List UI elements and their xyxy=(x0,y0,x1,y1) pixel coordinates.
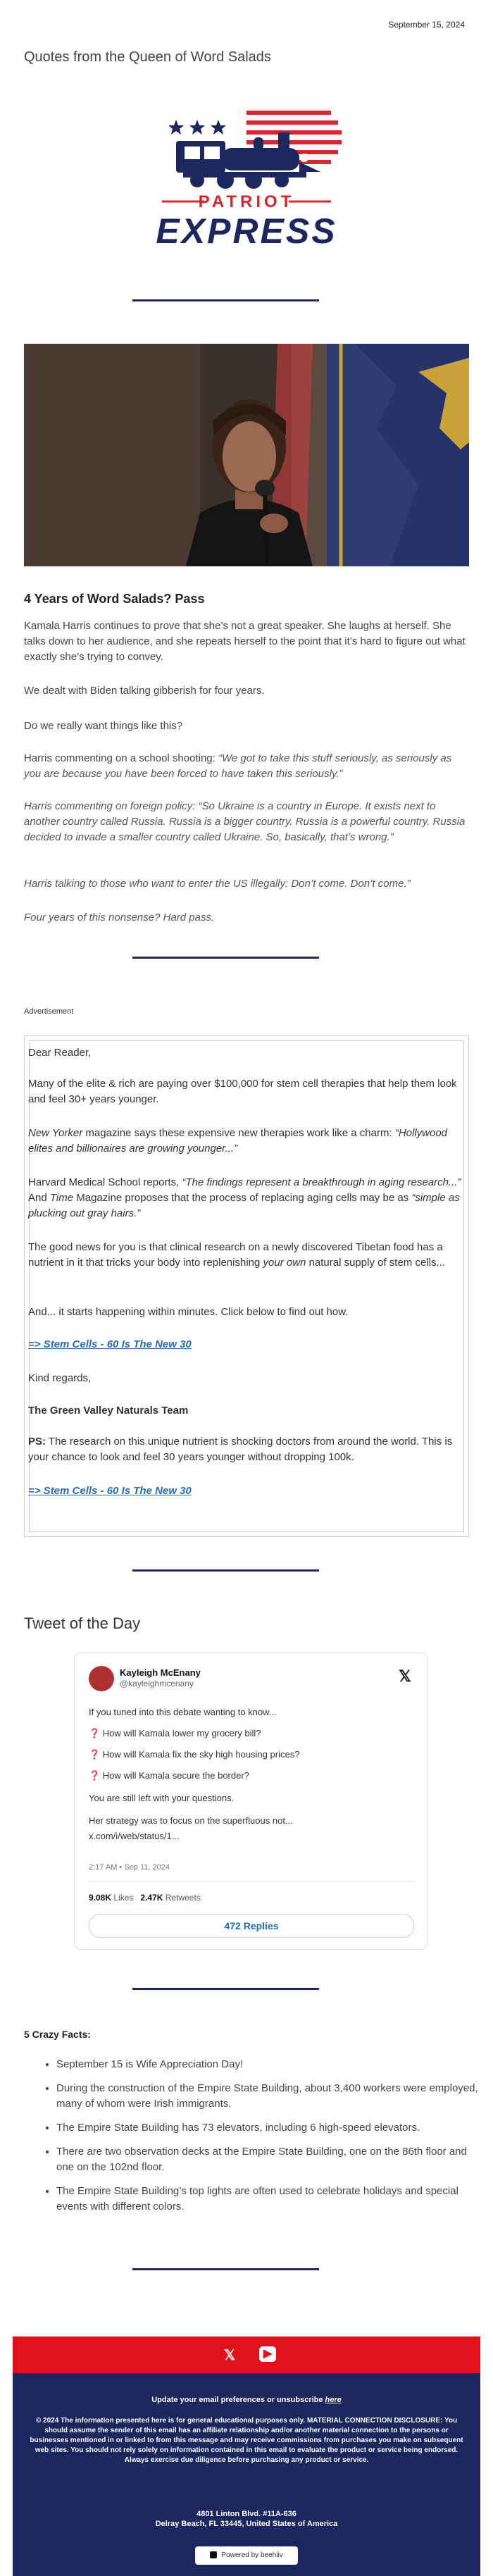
ad-paragraph xyxy=(28,1175,465,1221)
ad-paragraph: And... it starts happening within minutes. Click below to find out how. xyxy=(28,1306,349,1318)
ad-text: Magazine proposes that the process of replacing aging cells may be as xyxy=(73,1192,412,1204)
disclosure-text: © 2024 The information presented here is for general educational purposes only. MATERIAL CONNECTION DISCLOSURE: You should assume the sender of this email has an affiliate relationship and/or another material connection to the persons or businesses mentioned in or linked to from this message and may receive commissions from purchases you make on subsequent web sites. You should not rely solely on information contained in this email to evaluate the product or service being endorsed. Always exercise due diligence before purchasing any product or service. xyxy=(30,2417,463,2464)
tweet-question: ❓ How will Kamala secure the border? xyxy=(89,1770,249,1781)
ad-signature: The Green Valley Naturals Team xyxy=(28,1405,189,1417)
replies-button[interactable]: 472 Replies xyxy=(89,1914,414,1938)
beehiiv-icon xyxy=(210,2551,217,2558)
ad-text: magazine says these expensive new therapies work like a charm: xyxy=(82,1127,395,1139)
patriot-express-logo[interactable] xyxy=(141,99,352,261)
tweet-separator xyxy=(89,1881,413,1882)
tweet-timestamp[interactable]: 2:17 AM • Sep 11, 2024 xyxy=(89,1863,170,1872)
section-divider xyxy=(132,299,319,301)
list-item: • During the construction of the Empire State Building, about 3,400 workers were employed, many of whom were Irish immigrants. xyxy=(56,2081,479,2112)
tweet-author-name[interactable]: Kayleigh McEnany xyxy=(120,1667,201,1678)
tweet-card[interactable] xyxy=(74,1653,428,1950)
ad-postscript xyxy=(28,1434,465,1465)
tweet-heading: Tweet of the Day xyxy=(24,1614,141,1632)
ad-paragraph xyxy=(28,1126,465,1157)
ad-quote: “simple as plucking out gray hairs.” xyxy=(28,1192,460,1219)
ad-quote: “The findings represent a breakthrough in aging research...” xyxy=(182,1176,461,1188)
section-divider xyxy=(132,1569,319,1572)
powered-by-text: Powered by beehiiv xyxy=(221,2551,283,2559)
tweet-text-line: You are still left with your questions. xyxy=(89,1793,235,1803)
hero-image[interactable] xyxy=(24,344,469,566)
preferences-text: Update your email preferences or unsubscribe xyxy=(151,2396,325,2404)
ad-greeting: Dear Reader, xyxy=(28,1047,92,1059)
ps-text: The research on this unique nutrient is shocking doctors from around the world. This is your chance to look and feel 30 years younger without dropping 100k. xyxy=(28,1436,453,1463)
section-divider xyxy=(132,1988,319,1990)
publication-name: New Yorker xyxy=(28,1127,83,1139)
ad-text: natural supply of stem cells... xyxy=(306,1257,445,1269)
ad-quote: “Hollywood elites and billionaires are growing younger...” xyxy=(28,1127,448,1155)
ad-link-stem-cells[interactable]: => Stem Cells - 60 Is The New 30 xyxy=(28,1338,192,1350)
ad-regards: Kind regards, xyxy=(28,1372,92,1384)
tweet-text-line: If you tuned into this debate wanting to know... xyxy=(89,1707,277,1717)
list-item: • The Empire State Building’s top lights are often used to celebrate holidays and special events with different colors. xyxy=(56,2184,479,2215)
section-divider xyxy=(132,2268,319,2270)
address-line-1: 4801 Linton Blvd. #11A-636 xyxy=(196,2510,297,2518)
publication-name: Time xyxy=(49,1192,74,1204)
article-quote-school xyxy=(24,751,469,782)
ps-label: PS: xyxy=(28,1436,46,1448)
page-title: Quotes from the Queen of Word Salads xyxy=(24,49,271,65)
article-quote-foreign xyxy=(24,799,469,845)
logo-graphic xyxy=(141,99,352,261)
hero-photo xyxy=(24,344,469,566)
ad-text: And xyxy=(28,1192,50,1204)
powered-by-beehiiv-button[interactable] xyxy=(195,2546,298,2565)
ad-paragraph xyxy=(28,1240,465,1271)
tweet-author-handle[interactable]: @kayleighmcenany xyxy=(120,1679,194,1688)
footer-social-bar xyxy=(13,2337,480,2373)
ad-emphasis: your own xyxy=(263,1257,306,1269)
article-paragraph: Kamala Harris continues to prove that she’s not a great speaker. She laughs at herself. She talks down to her audience, and she repeats herself to the point that it’s hard to figure out what exactly she’s trying to convey. xyxy=(24,620,466,663)
logo-text-patriot: PATRIOT xyxy=(198,192,295,211)
tweet-question: ❓ How will Kamala lower my grocery bill? xyxy=(89,1728,261,1738)
quote-text: Harris commenting on foreign policy: “So Ukraine is a country in Europe. It exists next to another country called Russia. Russia is a bigger country. Russia is a powerful country. Russia decided to invade a smaller country called Ukraine. So, basically, that’s wrong.” xyxy=(24,800,466,843)
avatar[interactable] xyxy=(89,1666,114,1691)
youtube-icon[interactable]: ▶ xyxy=(259,2346,276,2362)
ad-text: Harvard Medical School reports, xyxy=(28,1176,182,1188)
article-paragraph: We dealt with Biden talking gibberish for four years. xyxy=(24,685,265,697)
quote-text: Harris talking to those who want to enter the US illegally: Don’t come. Don’t come.” xyxy=(24,878,411,890)
tweet-text-line: Her strategy was to focus on the superfluous not... xyxy=(89,1815,293,1826)
tweet-stats xyxy=(89,1893,201,1903)
ad-paragraph: Many of the elite & rich are paying over $100,000 for stem cell therapies that help them look and feel 30+ years younger. xyxy=(28,1078,457,1105)
list-item: • There are two observation decks at the Empire State Building, one on the 86th floor and one on the 102nd floor. xyxy=(56,2144,479,2175)
retweets-label: Retweets xyxy=(163,1893,201,1903)
facts-list xyxy=(42,2057,479,2223)
likes-count: 9.08K xyxy=(89,1893,112,1903)
section-divider xyxy=(132,957,319,959)
tweet-link[interactable]: x.com/i/web/status/1... xyxy=(89,1831,180,1841)
closing-text: Four years of this nonsense? Hard pass. xyxy=(24,911,215,923)
article-title: 4 Years of Word Salads? Pass xyxy=(24,592,205,606)
likes-label: Likes xyxy=(111,1893,134,1903)
address-line-2: Delray Beach, FL 33445, United States of America xyxy=(155,2520,338,2528)
list-item: • The Empire State Building has 73 elevators, including 6 high-speed elevators. xyxy=(56,2120,479,2136)
ad-link-stem-cells-2[interactable]: => Stem Cells - 60 Is The New 30 xyxy=(28,1485,192,1497)
list-item: • September 15 is Wife Appreciation Day! xyxy=(56,2057,479,2072)
logo-text-express: EXPRESS xyxy=(156,211,337,251)
x-logo-icon[interactable]: 𝕏 xyxy=(399,1667,411,1685)
article-closing xyxy=(24,910,469,926)
unsubscribe-link[interactable]: here xyxy=(325,2396,342,2404)
article-quote-border xyxy=(24,876,469,892)
ad-text: The good news for you is that clinical research on a newly discovered Tibetan food has a nutrient in it that tricks your body into replenishing xyxy=(28,1241,443,1269)
email-preferences xyxy=(28,2395,465,2406)
tweet-question: ❓ How will Kamala fix the sky high housing prices? xyxy=(89,1749,300,1760)
x-social-icon[interactable]: 𝕏 xyxy=(224,2348,236,2363)
advertisement-label: Advertisement xyxy=(24,1007,74,1016)
retweets-count: 2.47K xyxy=(140,1893,163,1903)
issue-date: September 15, 2024 xyxy=(388,20,465,30)
quote-text: “We got to take this stuff seriously, as seriously as you are because you have been forced to have taken this seriously.” xyxy=(24,752,452,780)
quote-lead: Harris commenting on a school shooting: xyxy=(24,752,218,764)
article-paragraph: Do we really want things like this? xyxy=(24,720,183,732)
facts-heading: 5 Crazy Facts: xyxy=(24,2029,91,2040)
